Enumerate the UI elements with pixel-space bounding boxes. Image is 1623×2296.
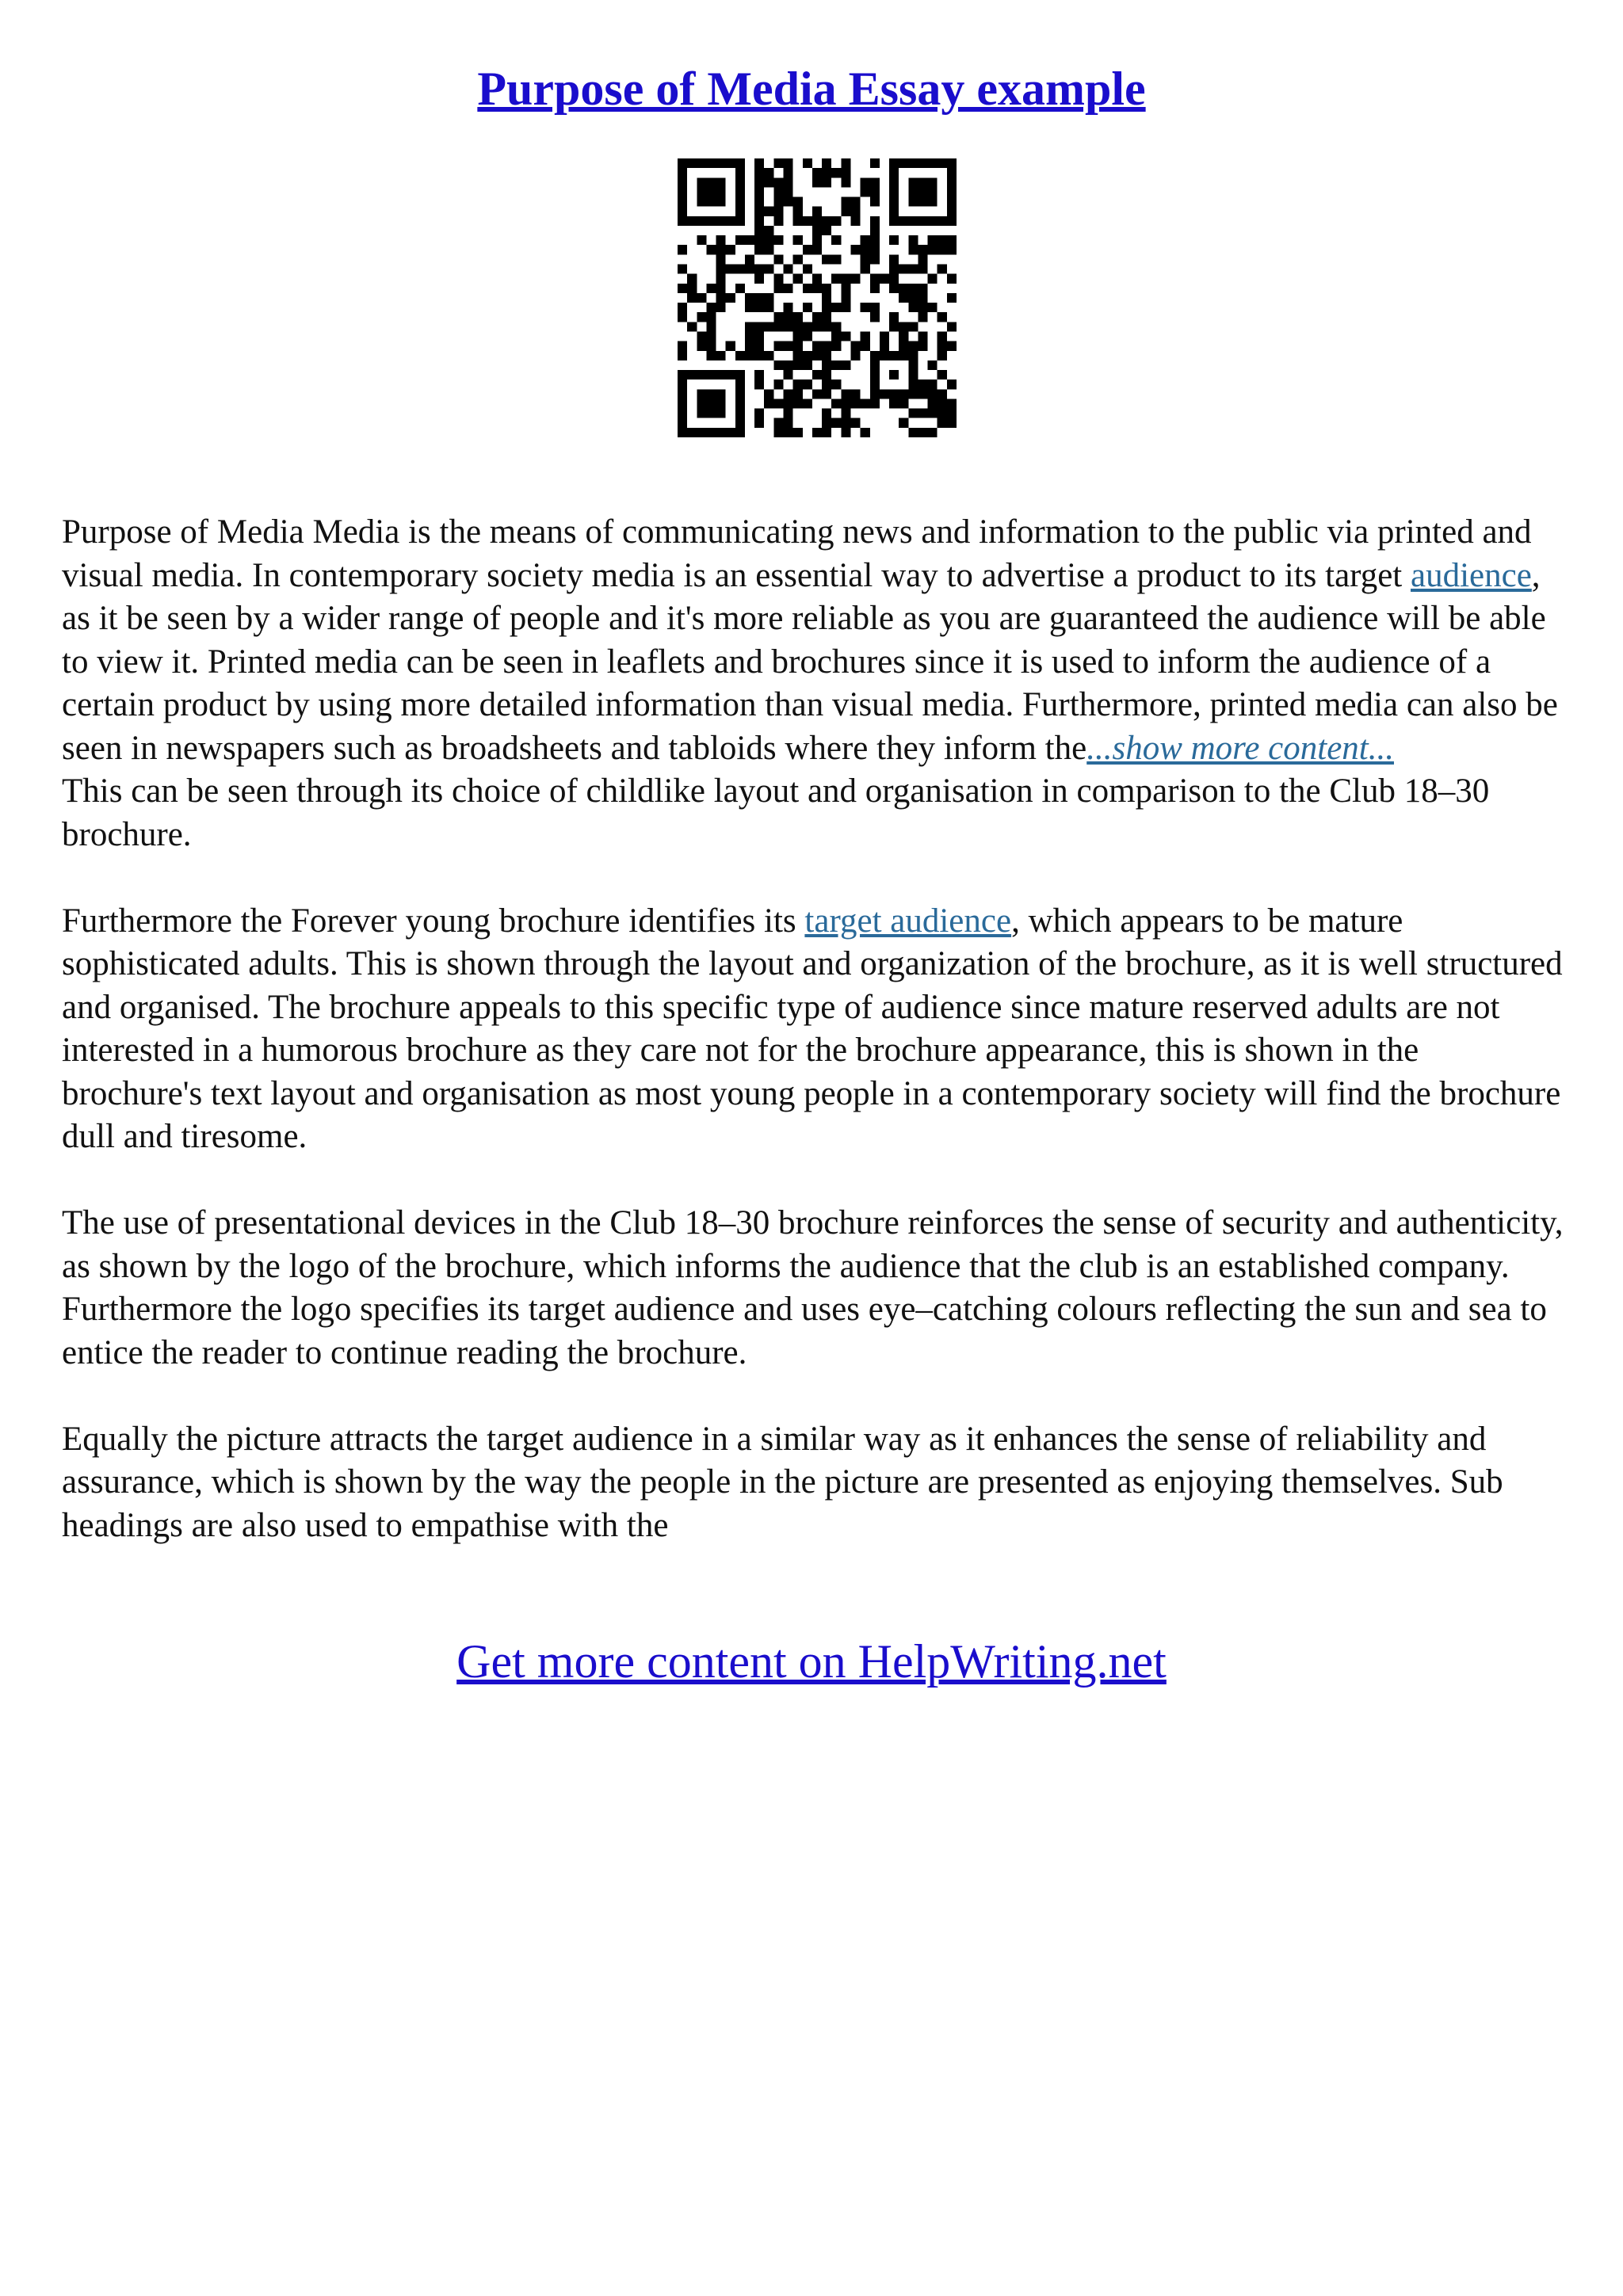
essay-body (62, 511, 1568, 1547)
page-title (0, 57, 1623, 120)
paragraph-2: This can be seen through its choice of childlike layout and organisation in comparison to the Club 18–30 brochure. (62, 772, 1490, 853)
footer (0, 1634, 1623, 1689)
paragraph-4: The use of presentational devices in the Club 18–30 brochure reinforces the sense of security and authenticity, as shown by the logo of the brochure, which informs the audience that the club is an established company. Furthermore the logo specifies its target audience and uses eye–catching colours reflecting the sun and sea to entice the reader to continue reading the brochure. (62, 1204, 1564, 1371)
paragraph-5: Equally the picture attracts the target audience in a similar way as it enhances the sense of reliability and assurance, which is shown by the way the people in the picture are presented as enjoying themselves. Sub headings are also used to empathise with the (62, 1420, 1503, 1544)
get-more-content-link[interactable]: Get more content on HelpWriting.net (456, 1635, 1167, 1688)
paragraph-1: Purpose of Media Media is the means of communicating news and information to the public via printed and visual media. In contemporary society media is an essential way to advertise a product to its target audience, as it be seen by a wider range of people and it's more reliable as you are guaranteed the audience will be able to view it. Printed media can be seen in leaflets and brochures since it is used to inform the audience of a certain product by using more detailed information than visual media. Furthermore, printed media can also be seen in newspapers such as broadsheets and tabloids where they inform the...show more content... (62, 513, 1558, 767)
paragraph-3: Furthermore the Forever young brochure identifies its target audience, which appears to be mature sophisticated adults. This is shown through the layout and organization of the brochure, as it is well structured and organised. The brochure appeals to this specific type of audience since mature reserved adults are not interested in a humorous brochure as they care not for the brochure appearance, this is shown in the brochure's text layout and organisation as most young people in a contemporary society will find the brochure dull and tiresome. (62, 902, 1563, 1155)
target-audience-link[interactable]: target audience (804, 902, 1012, 940)
qr-code-icon (678, 158, 957, 437)
show-more-link[interactable]: ...show more content... (1086, 729, 1394, 767)
title-link[interactable]: Purpose of Media Essay example (477, 63, 1146, 115)
audience-link[interactable]: audience (1411, 556, 1532, 594)
